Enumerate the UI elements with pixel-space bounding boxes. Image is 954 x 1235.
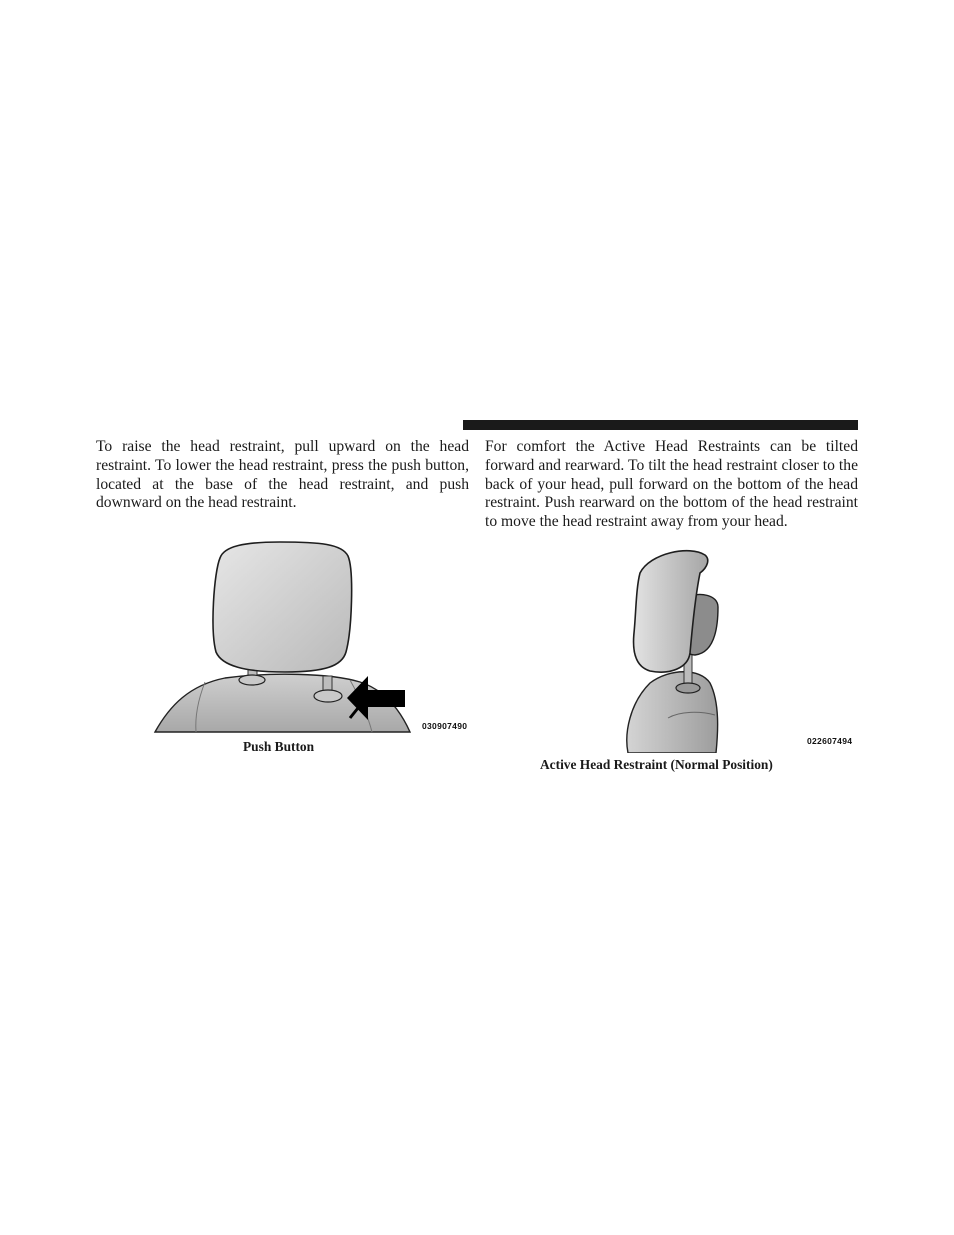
figure-caption-active-head-restraint: Active Head Restraint (Normal Position): [540, 757, 773, 772]
active-head-restraint-illustration: [560, 543, 860, 753]
left-paragraph: To raise the head restraint, pull upward on the head restraint. To lower the head restraint, press the push button, located at the base of the head restraint, and push downward on the head restraint.: [96, 438, 469, 512]
figure-code: 030907490: [422, 721, 468, 731]
right-paragraph: For comfort the Active Head Restraints can be tilted forward and rearward. To tilt the head restraint closer to the back of your head, pull forward on the bottom of the head restraint. Push rearward on the bottom of the head restraint to move the head restraint away from your head.: [485, 438, 858, 531]
section-header-bar: [463, 420, 858, 430]
figure-code: 022607494: [807, 736, 853, 746]
headrest-side-drawing: [560, 543, 860, 753]
figure-caption-push-button: Push Button: [243, 739, 315, 754]
push-button-illustration: [150, 530, 475, 733]
headrest-front-drawing: [150, 530, 475, 733]
